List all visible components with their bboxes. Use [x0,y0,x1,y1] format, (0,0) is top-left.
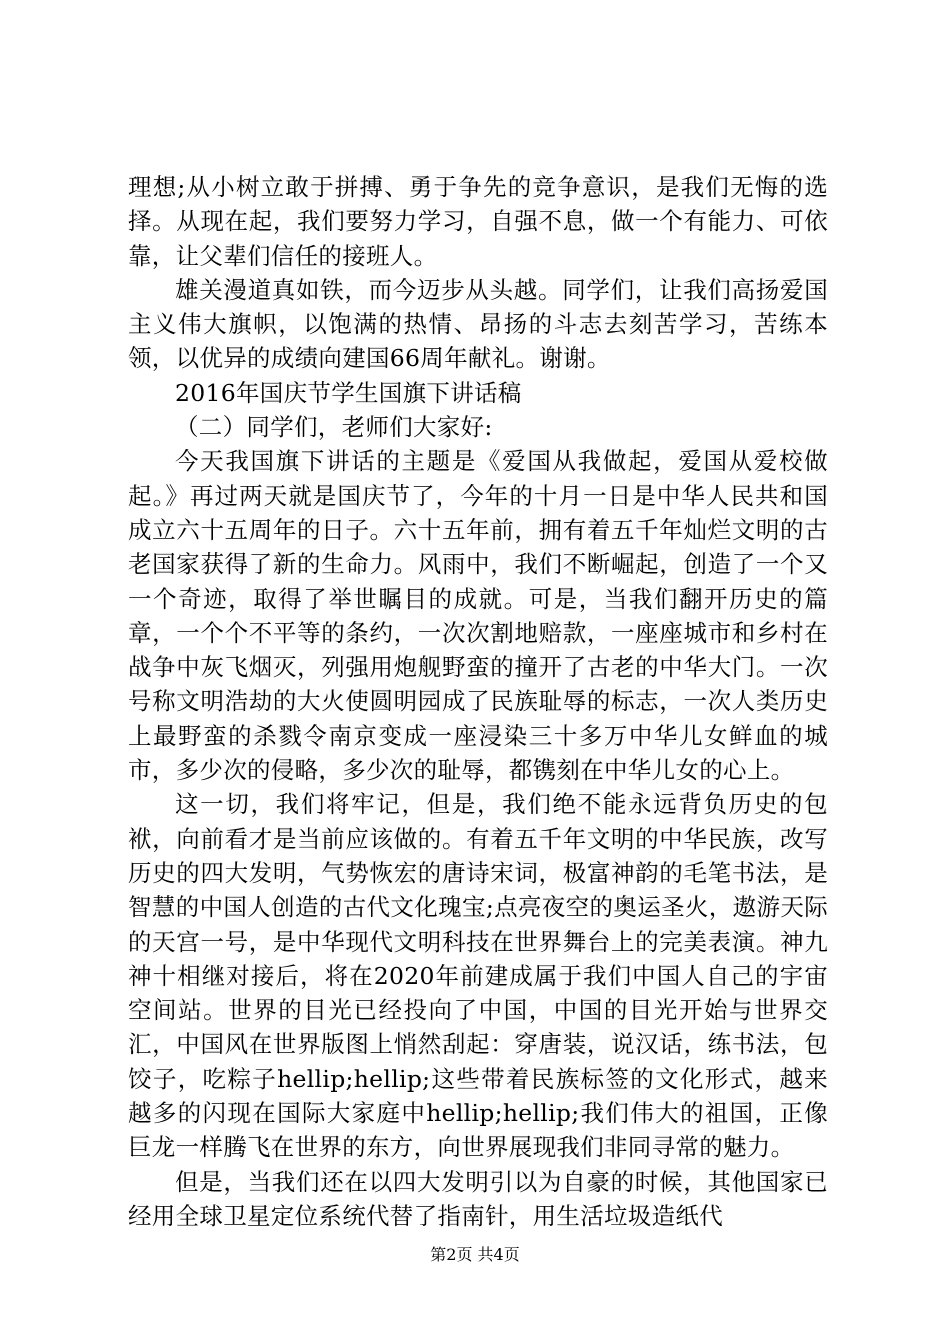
paragraph-theme: 今天我国旗下讲话的主题是《爱国从我做起，爱国从爱校做起。》再过两天就是国庆节了，今年的十月一日是中华人民共和国成立六十五周年的日子。六十五年前，拥有着五千年灿烂文明的古老国家获得了新的生命力。风雨中，我们不断崛起，创造了一个又一个奇迹，取得了举世瞩目的成就。可是，当我们翻开历史的篇章，一个个不平等的条约，一次次割地赔款，一座座城市和乡村在战争中灰飞烟灭，列强用炮舰野蛮的撞开了古老的中华大门。一次号称文明浩劫的大火使圆明园成了民族耻辱的标志，一次人类历史上最野蛮的杀戮令南京变成一座浸染三十多万中华儿女鲜血的城市，多少次的侵略，多少次的耻辱，都镌刻在中华儿女的心上。 [128,447,828,785]
paragraph-however: 但是，当我们还在以四大发明引以为自豪的时候，其他国家已经用全球卫星定位系统代替了指南针，用生活垃圾造纸代 [128,1167,828,1230]
paragraph-closing: 雄关漫道真如铁，而今迈步从头越。同学们，让我们高扬爱国主义伟大旗帜，以饱满的热情、昂扬的斗志去刻苦学习，苦练本领，以优异的成绩向建国66周年献礼。谢谢。 [128,275,828,373]
document-body [128,170,828,1233]
speech-greeting: （二）同学们，老师们大家好: [175,413,493,442]
paragraph-continued: 理想;从小树立敢于拼搏、勇于争先的竞争意识，是我们无悔的选择。从现在起，我们要努力学习，自强不息，做一个有能力、可依靠，让父辈们信任的接班人。 [128,173,828,270]
page-footer [0,1245,950,1265]
page-number-label: 第2页 共4页 [430,1245,520,1264]
paragraph-history: 这一切，我们将牢记，但是，我们绝不能永远背负历史的包袱，向前看才是当前应该做的。有着五千年文明的中华民族，改写历史的四大发明，气势恢宏的唐诗宋词，极富神韵的毛笔书法，是智慧的中国人创造的古代文化瑰宝;点亮夜空的奥运圣火，遨游天际的天宫一号，是中华现代文明科技在世界舞台上的完美表演。神九神十相继对接后，将在2020年前建成属于我们中国人自己的宇宙空间站。世界的目光已经投向了中国，中国的目光开始与世界交汇，中国风在世界版图上悄然刮起：穿唐装，说汉话，练书法，包饺子，吃粽子hellip;hellip;这些带着民族标签的文化形式，越来越多的闪现在国际大家庭中hellip;hellip;我们伟大的祖国，正像巨龙一样腾飞在世界的东方，向世界展现我们非同寻常的魅力。 [128,790,828,1162]
speech-title: 2016年国庆节学生国旗下讲话稿 [175,378,522,407]
